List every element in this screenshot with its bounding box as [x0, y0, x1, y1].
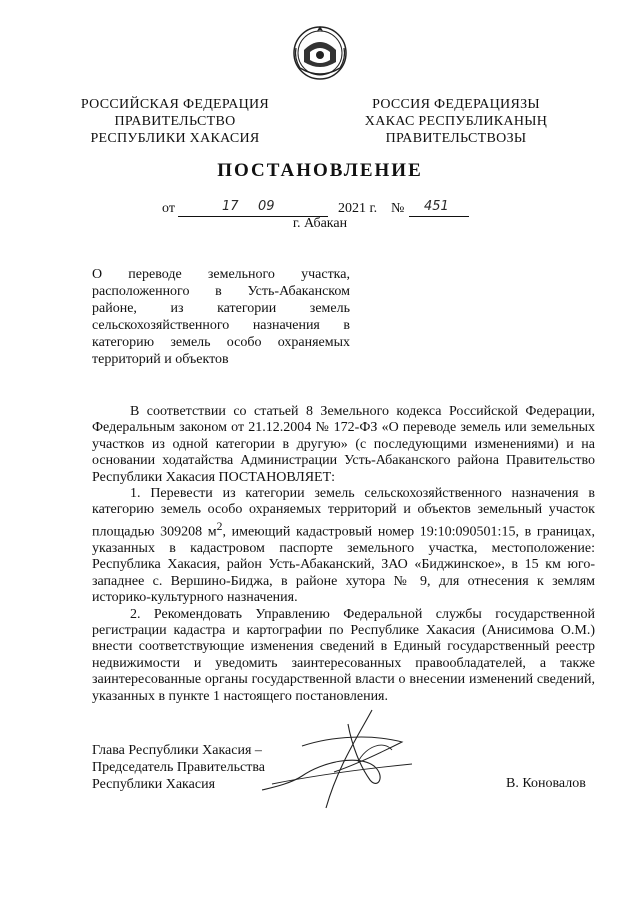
number-label: №: [391, 201, 405, 216]
signature-line: Глава Республики Хакасия –: [92, 743, 262, 758]
header-left-line: РОССИЙСКАЯ ФЕДЕРАЦИЯ: [80, 97, 270, 112]
header-right-line: ХАКАС РЕСПУБЛИКАНЫҢ: [364, 114, 548, 129]
item1-sup: 2: [216, 519, 223, 533]
document-title: ПОСТАНОВЛЕНИЕ: [217, 160, 423, 181]
item1-text-b: , имеющий кадастровый номер 19:10:090501:15, в границах, указанных в кадастровом паспорте земельного участка, местоположение: Республика Хакасия, район Усть-Абаканский, ЗАО «Биджинское», в 15 км юго-западнее с. Вершино-Биджа, в районе хутора № 9, для отнесения к землям историко-культурного назначения.: [92, 524, 595, 606]
document-body: [92, 404, 595, 705]
signature-line: Республики Хакасия: [92, 777, 216, 792]
header-right-line: РОССИЯ ФЕДЕРАЦИЯЗЫ: [372, 97, 540, 112]
header-right-line: ПРАВИТЕЛЬСТВОЗЫ: [385, 131, 527, 146]
date-month: 09: [258, 199, 275, 214]
handwritten-signature: [262, 706, 422, 816]
body-item-2: 2. Рекомендовать Управлению Федеральной службы государственной регистрации кадастра и картографии по Республике Хакасия (Анисимова О.М.) внести соответствующие изменения сведений в Единый государственный реестр недвижимости и уведомить заинтересованных правообладателей, а также заинтересованные органы государственной власти о внесении изменений сведений, указанных в пункте 1 настоящего постановления.: [92, 606, 595, 704]
emblem-icon: [290, 22, 350, 82]
header-left: [70, 96, 280, 147]
body-item-1: [92, 486, 595, 607]
city: г. Абакан: [292, 216, 348, 231]
number-value: 451: [424, 199, 449, 214]
body-intro: В соответствии со статьей 8 Земельного кодекса Российской Федерации, Федеральным законом от 21.12.2004 № 172-ФЗ «О переводе земель или земельных участков из одной категории в другую» (с последующими изменениями) и на основании ходатайства Администрации Усть-Абаканского района Правительство Республики Хакасия ПОСТАНОВЛЯЕТ:: [92, 404, 595, 485]
signature-position: [92, 742, 265, 793]
signatory-name: В. Коновалов: [506, 776, 586, 791]
header-left-line: ПРАВИТЕЛЬСТВО: [114, 114, 236, 129]
item1-text-a: 1. Перевести из категории земель сельскохозяйственного назначения в категорию земель особо охраняемых территорий и объектов земельный участок площадью 309208 м: [92, 486, 595, 540]
date-day: 17: [222, 199, 239, 214]
date-year: 2021 г.: [338, 201, 378, 216]
header-right: [356, 96, 556, 147]
date-prefix: от: [162, 201, 175, 216]
signature-line: Председатель Правительства: [92, 760, 265, 775]
document-subject: О переводе земельного участка, расположенного в Усть-Абаканском районе, из категории земель сельскохозяйственного назначения в категорию земель особо охраняемых территорий и объектов: [92, 267, 350, 367]
header-left-line: РЕСПУБЛИКИ ХАКАСИЯ: [90, 131, 260, 146]
